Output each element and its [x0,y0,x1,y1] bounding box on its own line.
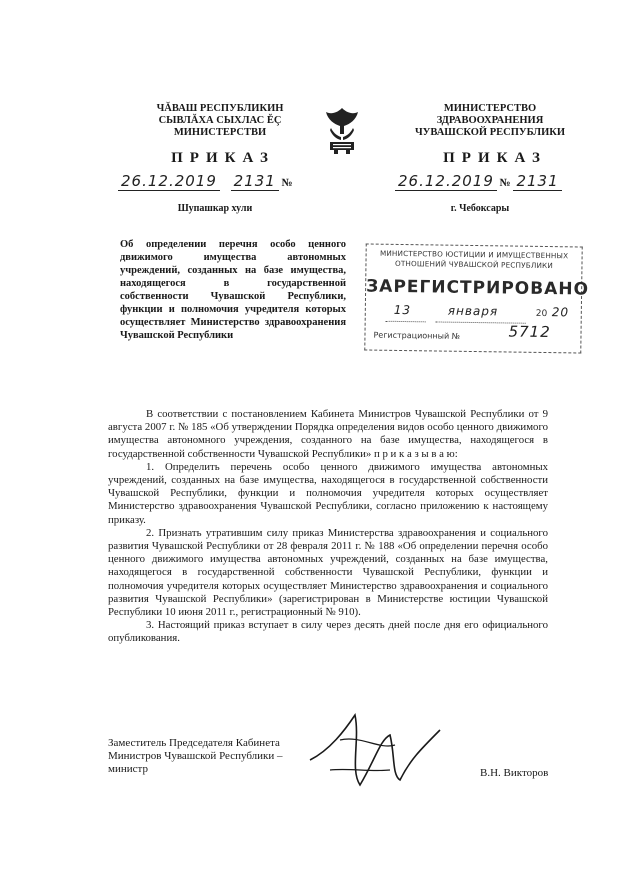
number-handwritten-left: 2131 [231,172,279,191]
stamp-year-printed: 20 [535,308,548,320]
date-number-right [395,172,562,190]
signatory-line: Министров Чувашской Республики – [108,750,283,762]
header-right-line: ЧУВАШСКОЙ РЕСПУБЛИКИ [414,127,566,138]
registration-stamp [364,243,590,353]
stamp-reg-label: Регистрационный № [373,330,461,341]
stamp-reg-number: 5712 [508,322,551,342]
document-body [108,408,548,646]
signatory-name: В.Н. Викторов [480,767,549,779]
document-title: Об определении перечня особо ценного движимого имущества автономных учреждений, созданных на базе имущества, находящегося в государственной собственности Чувашской Республики, функции и полномочия учредителя которых осуществляет Министерство здравоохранения Чувашской Республики [120,239,346,341]
order-title-right: ПРИКАЗ [443,150,547,166]
header-left-chuvash [120,103,320,139]
body-preamble: В соответствии с постановлением Кабинета Министров Чувашской Республики от 9 августа 2007 г. № 185 «Об утверждении Порядка определения видов особо ценного движимого имущества автономного учреждения, созданного на базе имущества, находящегося в государственной собственности Чувашской Республики» п р и к а з ы в а ю: [108,408,548,460]
body-paragraph-1: 1. Определить перечень особо ценного движимого имущества автономных учреждений, созданных на базе имущества, находящегося в государственной собственности Чувашской Республики, функции и полномочия учредителя которых осуществляет Министерство здравоохранения Чувашской Республики, согласно приложению к настоящему приказу. [108,460,548,526]
date-handwritten-right: 26.12.2019 [395,172,497,191]
stamp-org-line: ОТНОШЕНИЙ ЧУВАШСКОЙ РЕСПУБЛИКИ [394,258,553,271]
body-paragraph-2: 2. Признать утратившим силу приказ Министерства здравоохранения и социального развития Чувашской Республики от 28 февраля 2011 г. № 188 «Об определении перечня особо ценного движимого имущества автономных учреждений, созданных на базе имущества, находящегося в государственной собственности Чувашской Республики, функции и полномочия учредителя которых осуществляет Министерство здравоохранения и социального развития Чувашской Республики» (зарегистрирован в Министерстве юстиции Чувашской Республики 10 июня 2011 г., регистрационный № 910). [108,526,548,619]
signatory-line: министр [108,763,148,775]
signatory-line: Заместитель Председателя Кабинета [108,737,280,749]
header-left-line: МИНИСТЕРСТВИ [173,127,267,138]
stamp-day: 13 [393,302,412,318]
header-right-line: МИНИСТЕРСТВО [443,103,537,114]
header-right-line: ЗДРАВООХРАНЕНИЯ [436,115,544,126]
stamp-organization [366,249,581,272]
header-left-line: СЫВЛĂХА СЫХЛАС ĔÇ [158,115,282,126]
order-title-left: ПРИКАЗ [171,150,275,166]
number-sign-left: № [281,177,293,189]
body-paragraph-3: 3. Настоящий приказ вступает в силу через десять дней после дня его официального опубликования. [108,619,548,645]
date-number-left [118,172,293,190]
stamp-month: января [447,303,499,319]
chuvash-emblem-icon [322,104,362,156]
number-sign-right: № [499,177,511,189]
stamp-date [366,302,581,320]
stamp-registered: ЗАРЕГИСТРИРОВАНО [366,276,590,300]
number-handwritten-right: 2131 [513,172,561,191]
stamp-day-line [386,321,426,323]
handwritten-signature-icon [300,700,450,800]
city-left: Шупашкар хули [177,203,253,214]
header-right-russian [390,103,590,139]
date-handwritten-left: 26.12.2019 [118,172,220,191]
stamp-year-handwritten: 20 [551,305,570,320]
header-left-line: ЧĂВАШ РЕСПУБЛИКИН [156,103,284,114]
signatory-position [108,737,283,776]
city-right: г. Чебоксары [450,203,510,214]
stamp-registration-number [373,322,551,342]
stamp-org-line: МИНИСТЕРСТВО ЮСТИЦИИ И ИМУЩЕСТВЕННЫХ [379,248,569,261]
